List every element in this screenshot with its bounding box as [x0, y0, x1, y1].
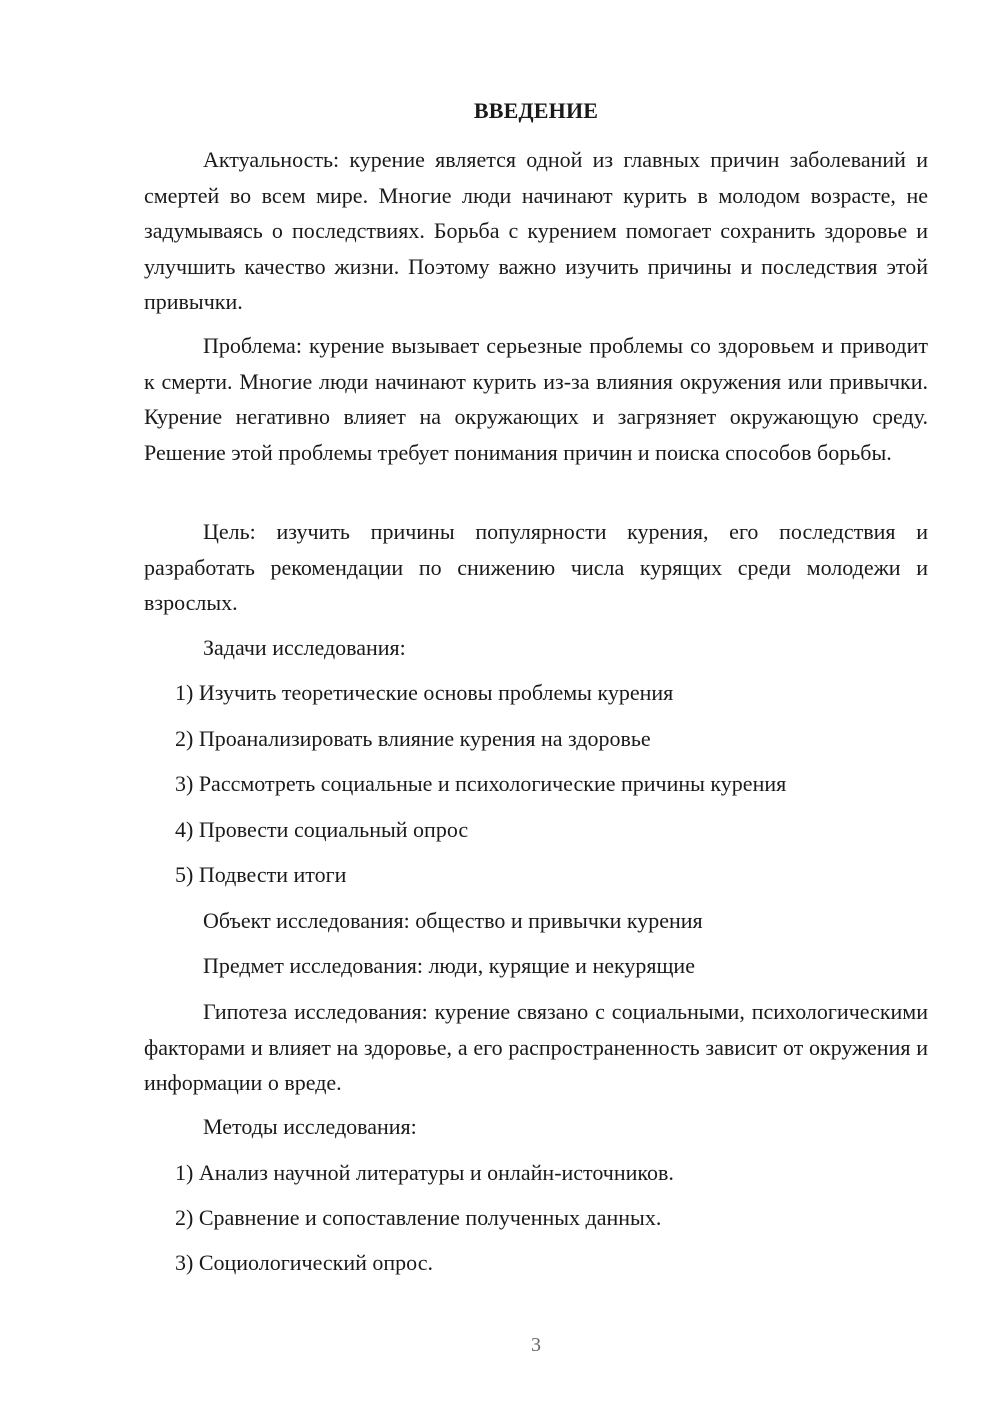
task-item: 1) Изучить теоретические основы проблемы курения [175, 680, 674, 705]
document-page [144, 0, 928, 1414]
goal-paragraph: Цель: изучить причины популярности курения, его последствия и разработать рекомендации по снижению числа курящих среди молодежи и взрослых. [144, 519, 928, 615]
subject-line: Предмет исследования: люди, курящие и некурящие [203, 953, 695, 978]
object-line: Объект исследования: общество и привычки курения [203, 908, 703, 933]
task-item: 5) Подвести итоги [175, 862, 347, 887]
tasks-heading: Задачи исследования: [203, 635, 406, 660]
method-item: 1) Анализ научной литературы и онлайн-источников. [175, 1160, 674, 1185]
page-number: 3 [531, 1334, 541, 1356]
method-item: 2) Сравнение и сопоставление полученных данных. [175, 1205, 662, 1230]
problem-paragraph: Проблема: курение вызывает серьезные проблемы со здоровьем и приводит к смерти. Многие люди начинают курить из-за влияния окружения или привычки. Курение негативно влияет на окружающих и загрязняет окружающую среду. Решение этой проблемы требует понимания причин и поиска способов борьбы. [144, 333, 928, 465]
task-item: 2) Проанализировать влияние курения на здоровье [175, 726, 651, 751]
page-title: ВВЕДЕНИЕ [473, 98, 599, 123]
hypothesis-paragraph: Гипотеза исследования: курение связано с социальными, психологическими факторами и влияет на здоровье, а его распространенность зависит от окружения и информации о вреде. [144, 999, 928, 1095]
task-item: 4) Провести социальный опрос [175, 817, 469, 842]
method-item: 3) Социологический опрос. [175, 1250, 433, 1275]
relevance-paragraph: Актуальность: курение является одной из главных причин заболеваний и смертей во всем мире. Многие люди начинают курить в молодом возрасте, не задумываясь о последствиях. Борьба с курением помогает сохранить здоровье и улучшить качество жизни. Поэтому важно изучить причины и последствия этой привычки. [144, 147, 928, 314]
methods-heading: Методы исследования: [203, 1114, 417, 1139]
task-item: 3) Рассмотреть социальные и психологические причины курения [175, 771, 787, 796]
